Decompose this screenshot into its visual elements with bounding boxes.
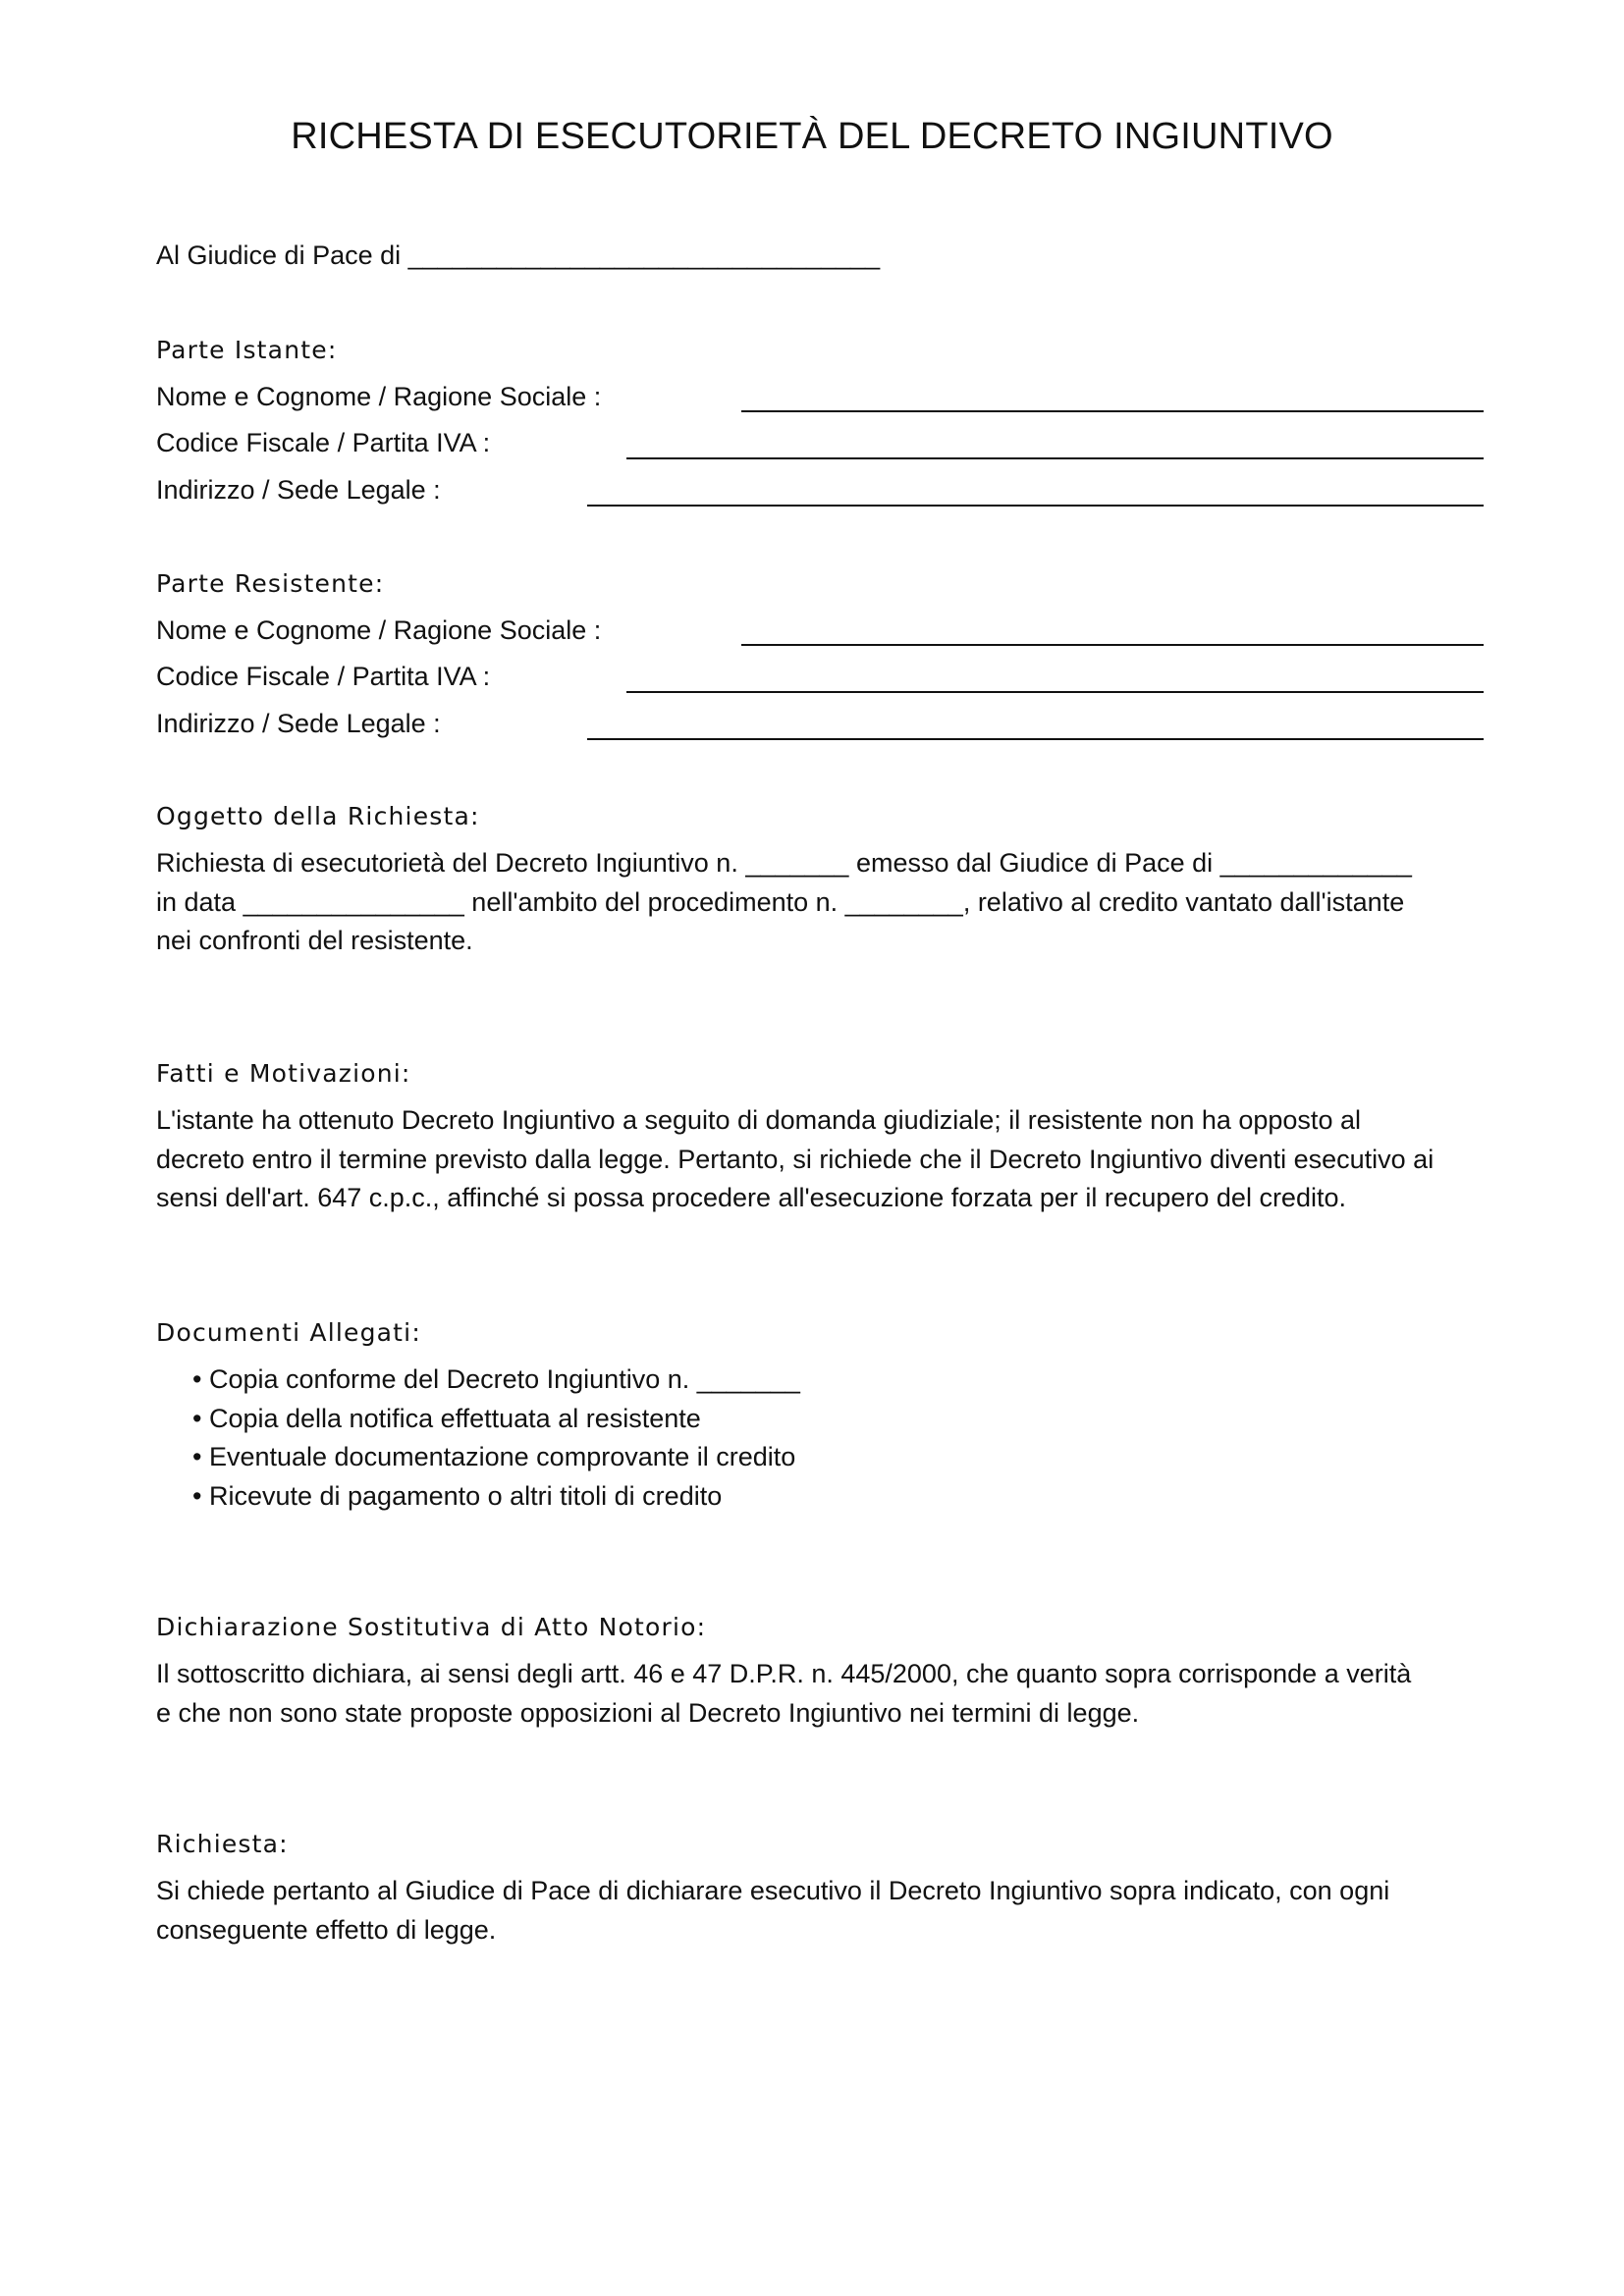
istante-name-field[interactable] (741, 410, 1484, 412)
dichiarazione-heading: Dichiarazione Sostitutiva di Atto Notorio: (156, 1613, 707, 1641)
oggetto-heading: Oggetto della Richiesta: (156, 802, 480, 830)
oggetto-line: Richiesta di esecutorietà del Decreto Ingiuntivo n. _______ emesso dal Giudice di Pace di _____________ (156, 848, 1412, 878)
parte-resistente-heading: Parte Resistente: (156, 569, 385, 598)
documenti-list (192, 1361, 800, 1516)
istante-tax-label: Codice Fiscale / Partita IVA : (156, 428, 491, 457)
document-title: RICHESTA DI ESECUTORIETÀ DEL DECRETO INGIUNTIVO (291, 116, 1333, 157)
fatti-heading: Fatti e Motivazioni: (156, 1059, 411, 1088)
richiesta-line: conseguente effetto di legge. (156, 1914, 497, 1945)
dichiarazione-line: e che non sono state proposte opposizioni al Decreto Ingiuntivo nei termini di legge. (156, 1697, 1140, 1728)
resistente-name-field[interactable] (741, 644, 1484, 646)
resistente-address-label: Indirizzo / Sede Legale : (156, 709, 441, 738)
list-item: • Copia della notifica effettuata al resistente (192, 1403, 701, 1433)
dichiarazione-line: Il sottoscritto dichiara, ai sensi degli artt. 46 e 47 D.P.R. n. 445/2000, che quanto sopra corrisponde a verità (156, 1659, 1412, 1688)
istante-address-field[interactable] (587, 505, 1484, 507)
richiesta-paragraph (156, 1872, 1491, 1949)
list-item: • Eventuale documentazione comprovante il credito (192, 1442, 796, 1471)
richiesta-heading: Richiesta: (156, 1830, 289, 1858)
istante-tax-field[interactable] (626, 457, 1484, 459)
resistente-tax-label: Codice Fiscale / Partita IVA : (156, 662, 491, 691)
istante-address-label: Indirizzo / Sede Legale : (156, 475, 441, 505)
parte-istante-heading: Parte Istante: (156, 336, 338, 364)
oggetto-paragraph (156, 844, 1491, 961)
richiesta-line: Si chiede pertanto al Giudice di Pace di dichiarare esecutivo il Decreto Ingiuntivo sopra indicato, con ogni (156, 1876, 1390, 1905)
fatti-line: L'istante ha ottenuto Decreto Ingiuntivo a seguito di domanda giudiziale; il resistente non ha opposto al (156, 1105, 1361, 1135)
list-item: • Copia conforme del Decreto Ingiuntivo n. _______ (192, 1364, 800, 1394)
dichiarazione-paragraph (156, 1655, 1491, 1733)
list-item: • Ricevute di pagamento o altri titoli di credito (192, 1480, 723, 1511)
fatti-line: sensi dell'art. 647 c.p.c., affinché si possa procedere all'esecuzione forzata per il recupero del credito. (156, 1183, 1346, 1212)
documenti-heading: Documenti Allegati: (156, 1318, 421, 1347)
fatti-paragraph (156, 1101, 1491, 1218)
istante-name-label: Nome e Cognome / Ragione Sociale : (156, 382, 602, 411)
resistente-address-field[interactable] (587, 738, 1484, 740)
addressee-line: Al Giudice di Pace di ________________________________ (156, 240, 881, 270)
resistente-tax-field[interactable] (626, 691, 1484, 693)
oggetto-line: in data _______________ nell'ambito del procedimento n. ________, relativo al credito vantato dall'istante (156, 886, 1405, 917)
resistente-name-label: Nome e Cognome / Ragione Sociale : (156, 615, 602, 645)
oggetto-line: nei confronti del resistente. (156, 926, 473, 955)
fatti-line: decreto entro il termine previsto dalla legge. Pertanto, si richiede che il Decreto Ingiuntivo diventi esecutivo ai (156, 1144, 1435, 1174)
